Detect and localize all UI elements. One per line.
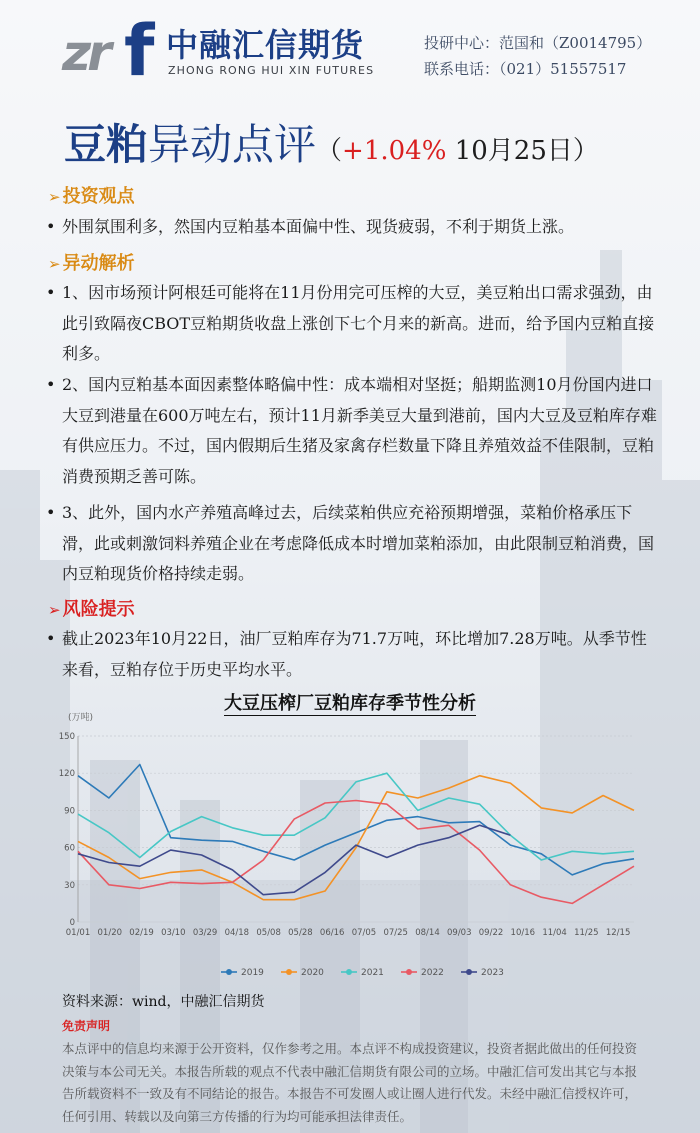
bullet-dot-icon: • <box>46 283 56 302</box>
title-product: 豆粕 <box>64 120 149 169</box>
bullet-dot-icon: • <box>46 629 56 648</box>
y-tick-label: 120 <box>58 769 75 780</box>
y-tick-label: 60 <box>64 843 75 854</box>
legend-marker-2023 <box>466 969 472 975</box>
bullet-text: 2、国内豆粕基本面因素整体略偏中性：成本端相对坚挺；船期监测10月份国内进口大豆到港量在600万吨左右，预计11月新季美豆大量到港前，国内大豆及豆粕库存难有供应压力。不过，国内假期后生猪及家禽存栏数量下降且养殖效益不佳限制，豆粕消费预期乏善可陈。 <box>62 375 657 486</box>
logo-english-name: ZHONG RONG HUI XIN FUTURES <box>168 64 375 77</box>
section-analysis <box>48 249 135 275</box>
x-tick-label: 06/16 <box>319 928 345 938</box>
section-investment-view <box>48 182 135 208</box>
legend-label-2019: 2019 <box>241 968 264 978</box>
y-unit-label: (万吨) <box>68 713 94 723</box>
section-title: 投资观点 <box>62 186 135 207</box>
bullet-dot-icon: • <box>46 217 56 236</box>
x-tick-label: 12/15 <box>605 928 631 938</box>
section-risk <box>48 595 135 621</box>
arrow-icon: ➢ <box>48 255 61 273</box>
phone-contact: 联系电话：（021）51557517 <box>424 60 627 78</box>
arrow-icon: ➢ <box>48 601 61 619</box>
disclaimer-text: 本点评中的信息均来源于公开资料，仅作参考之用。本点评不构成投资建议，投资者据此做出的任何投资决策与本公司无关。本报告所载的观点不代表中融汇信期货有限公司的立场。中融汇信可发出其它与本报告所载资料不一致及有不同结论的报告。本报告不可发圈人或让圈人进行代发。未经中融汇信授权许可，任何引用、转载以及向第三方传播的行为均可能承担法律责任。 <box>62 1041 638 1124</box>
x-tick-label: 05/08 <box>256 928 281 938</box>
series-line-2019 <box>78 765 634 875</box>
logo-mark-f: f <box>124 10 155 92</box>
y-tick-label: 30 <box>64 880 75 891</box>
x-tick-label: 03/10 <box>161 928 186 938</box>
risk-bullet <box>46 624 658 685</box>
section-title: 风险提示 <box>62 599 135 620</box>
company-logo <box>62 10 382 92</box>
x-tick-label: 05/28 <box>288 928 313 938</box>
x-tick-label: 01/20 <box>97 928 123 938</box>
title-label: 异动点评 <box>148 120 317 169</box>
analyst-contact: 投研中心：范国和（Z0014795） <box>424 34 652 52</box>
bullet-dot-icon: • <box>46 503 56 522</box>
title-paren: （ <box>316 136 343 166</box>
arrow-icon: ➢ <box>48 188 61 206</box>
data-source: 资料来源：wind，中融汇信期货 <box>62 994 265 1010</box>
x-tick-label: 10/16 <box>510 928 536 938</box>
analysis-bullet-1 <box>46 278 658 370</box>
x-tick-label: 09/22 <box>478 928 504 938</box>
y-tick-label: 150 <box>58 732 75 742</box>
view-bullet <box>46 212 658 243</box>
x-tick-label: 01/01 <box>65 928 91 938</box>
x-tick-label: 02/19 <box>129 928 154 938</box>
bullet-dot-icon: • <box>46 375 56 394</box>
bullet-text: 截止2023年10月22日，油厂豆粕库存为71.7万吨，环比增加7.28万吨。从季节性来看，豆粕存位于历史平均水平。 <box>62 629 647 679</box>
bullet-text: 1、因市场预计阿根廷可能将在11月份用完可压榨的大豆，美豆粕出口需求强劲，由此引致隔夜CBOT豆粕期货收盘上涨创下七个月来的新高。进而，给予国内豆粕直接利多。 <box>62 283 655 363</box>
title-date: 10月25日） <box>446 136 599 166</box>
section-title: 异动解析 <box>62 253 135 274</box>
title-change: +1.04% <box>342 136 447 166</box>
x-tick-label: 04/18 <box>224 928 250 938</box>
disclaimer-title: 免责声明 <box>62 1019 111 1033</box>
analysis-bullet-2 <box>46 370 658 492</box>
legend-marker-2021 <box>346 969 352 975</box>
analysis-bullet-3 <box>46 498 658 590</box>
x-tick-label: 11/25 <box>574 928 599 938</box>
logo-mark: zr <box>62 24 108 82</box>
legend-label-2021: 2021 <box>361 968 384 978</box>
legend-label-2023: 2023 <box>481 968 504 978</box>
legend-marker-2020 <box>286 969 292 975</box>
x-tick-label: 07/25 <box>383 928 408 938</box>
x-tick-label: 07/05 <box>351 928 377 938</box>
legend-marker-2019 <box>226 969 232 975</box>
logo-chinese-name: 中融汇信期货 <box>166 26 365 64</box>
y-tick-label: 90 <box>64 806 75 817</box>
x-tick-label: 09/03 <box>447 928 472 938</box>
bullet-text: 3、此外，国内水产养殖高峰过去，后续菜粕供应充裕预期增强，菜粕价格承压下滑，此或刺激饲料养殖企业在考虑降低成本时增加菜粕添加，由此限制豆粕消费，国内豆粕现货价格持续走弱。 <box>62 503 655 583</box>
x-tick-label: 03/29 <box>192 928 218 938</box>
inventory-seasonal-chart <box>56 706 642 990</box>
x-tick-label: 08/14 <box>415 928 440 938</box>
legend-label-2022: 2022 <box>421 968 444 978</box>
y-tick-label: 0 <box>69 918 75 928</box>
x-tick-label: 11/04 <box>542 928 567 938</box>
series-line-2020 <box>78 776 634 900</box>
bullet-text: 外围氛围利多，然国内豆粕基本面偏中性、现货疲弱，不利于期货上涨。 <box>62 217 575 236</box>
page-title <box>64 112 599 172</box>
chart-title: 大豆压榨厂豆粕库存季节性分析 <box>224 693 476 714</box>
legend-label-2020: 2020 <box>301 968 324 978</box>
legend-marker-2022 <box>406 969 412 975</box>
